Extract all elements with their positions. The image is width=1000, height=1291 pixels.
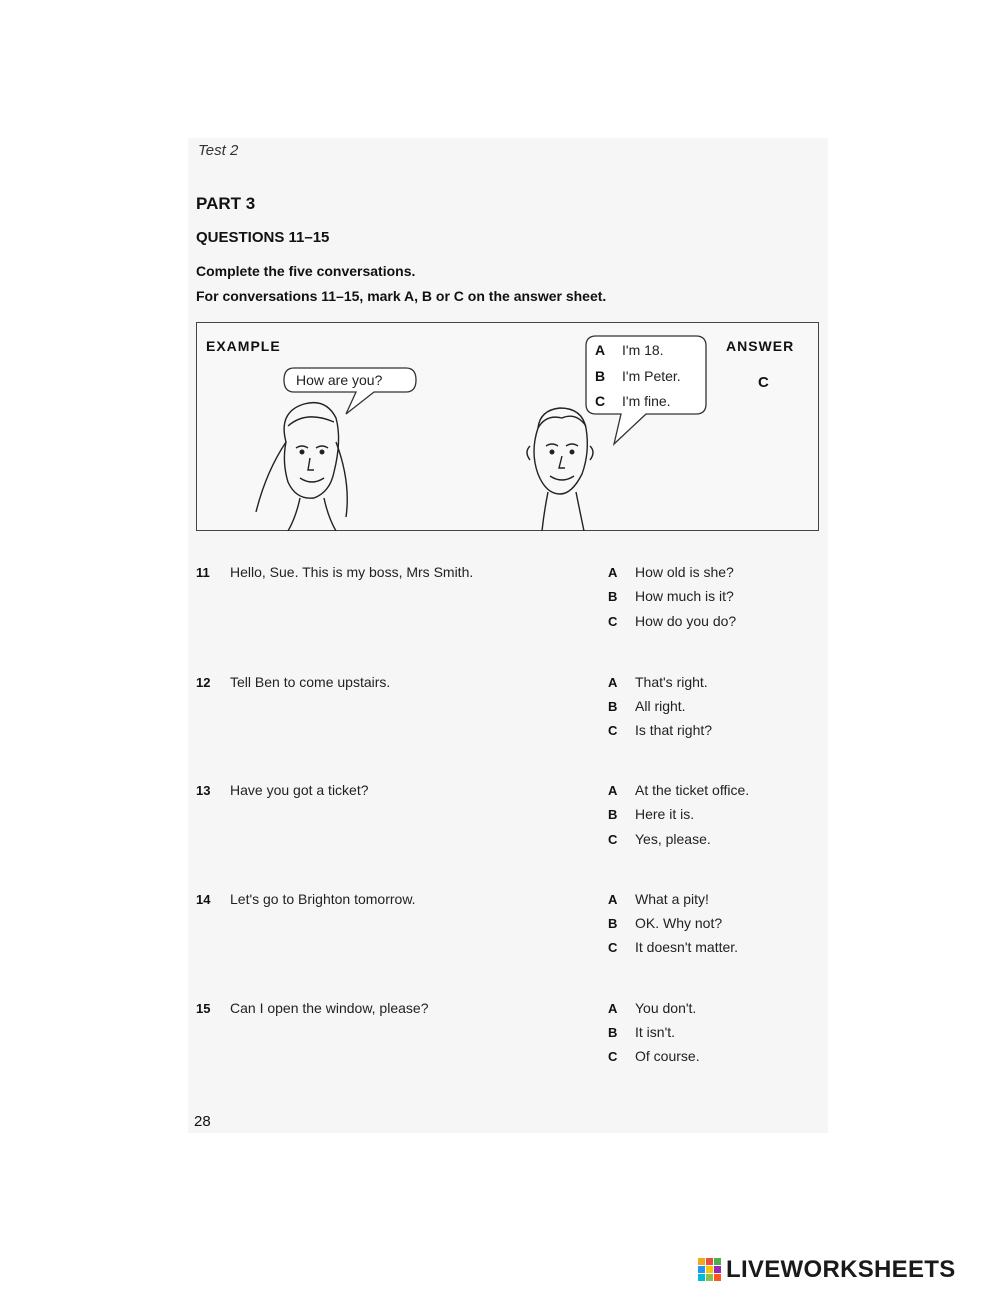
question-text: Let's go to Brighton tomorrow. — [230, 891, 416, 907]
part-title: PART 3 — [196, 194, 256, 213]
option-text[interactable]: Of course. — [635, 1048, 700, 1064]
question-number: 15 — [196, 1001, 211, 1016]
option-text[interactable]: It doesn't matter. — [635, 939, 739, 955]
option-text[interactable]: That's right. — [635, 674, 708, 690]
option-letter[interactable]: C — [608, 614, 618, 629]
question-number: 14 — [196, 892, 211, 907]
questions-range: QUESTIONS 11–15 — [196, 229, 330, 246]
example-option-letter: C — [595, 393, 606, 409]
option-letter[interactable]: B — [608, 916, 618, 931]
logo-tile — [706, 1266, 713, 1273]
question-text: Can I open the window, please? — [230, 1000, 429, 1016]
option-letter[interactable]: B — [608, 699, 618, 714]
option-text[interactable]: OK. Why not? — [635, 915, 723, 931]
logo-tile — [714, 1266, 721, 1273]
option-text[interactable]: How old is she? — [635, 564, 734, 580]
question-text: Tell Ben to come upstairs. — [230, 674, 391, 690]
example-illustration — [196, 322, 819, 531]
option-letter[interactable]: A — [608, 565, 618, 580]
example-option-text: I'm fine. — [622, 393, 671, 409]
option-text[interactable]: What a pity! — [635, 891, 709, 907]
option-letter[interactable]: C — [608, 723, 618, 738]
logo-tile — [706, 1258, 713, 1265]
question-number: 13 — [196, 783, 211, 798]
example-prompt: How are you? — [296, 372, 383, 388]
option-text[interactable]: All right. — [635, 698, 686, 714]
answer-value: C — [758, 374, 769, 391]
option-letter[interactable]: B — [608, 1025, 618, 1040]
option-text[interactable]: It isn't. — [635, 1024, 676, 1040]
logo-tile — [698, 1266, 705, 1273]
option-letter[interactable]: A — [608, 675, 618, 690]
liveworksheets-logo[interactable] — [698, 1256, 956, 1284]
logo-tile — [706, 1274, 713, 1281]
logo-tile — [714, 1258, 721, 1265]
option-letter[interactable]: C — [608, 940, 618, 955]
woman-face-icon — [256, 403, 347, 531]
option-letter[interactable]: C — [608, 832, 618, 847]
answer-label: ANSWER — [726, 338, 795, 354]
logo-text: LIVEWORKSHEETS — [726, 1256, 956, 1283]
option-letter[interactable]: B — [608, 807, 618, 822]
option-letter[interactable]: A — [608, 1001, 618, 1016]
option-letter[interactable]: A — [608, 892, 618, 907]
example-option-text: I'm 18. — [622, 342, 664, 358]
logo-grid-icon — [698, 1258, 722, 1282]
option-text[interactable]: Here it is. — [635, 806, 695, 822]
instruction-line-1: Complete the five conversations. — [196, 263, 416, 279]
test-label: Test 2 — [198, 142, 239, 159]
example-label: EXAMPLE — [206, 338, 281, 354]
example-option-letter: B — [595, 368, 606, 384]
example-option-text: I'm Peter. — [622, 368, 681, 384]
question-text: Have you got a ticket? — [230, 782, 369, 798]
option-text[interactable]: How much is it? — [635, 588, 734, 604]
question-number: 12 — [196, 675, 211, 690]
option-letter[interactable]: C — [608, 1049, 618, 1064]
option-text[interactable]: Yes, please. — [635, 831, 711, 847]
instruction-line-2: For conversations 11–15, mark A, B or C on the answer sheet. — [196, 288, 607, 304]
question-number: 11 — [196, 565, 210, 580]
logo-tile — [714, 1274, 721, 1281]
man-face-icon — [527, 408, 593, 531]
option-text[interactable]: How do you do? — [635, 613, 737, 629]
page-number: 28 — [194, 1113, 211, 1130]
logo-tile — [698, 1274, 705, 1281]
logo-tile — [698, 1258, 705, 1265]
option-letter[interactable]: A — [608, 783, 618, 798]
option-letter[interactable]: B — [608, 589, 618, 604]
option-text[interactable]: At the ticket office. — [635, 782, 750, 798]
option-text[interactable]: You don't. — [635, 1000, 697, 1016]
option-text[interactable]: Is that right? — [635, 722, 713, 738]
question-text: Hello, Sue. This is my boss, Mrs Smith. — [230, 564, 474, 580]
example-option-letter: A — [595, 342, 606, 358]
